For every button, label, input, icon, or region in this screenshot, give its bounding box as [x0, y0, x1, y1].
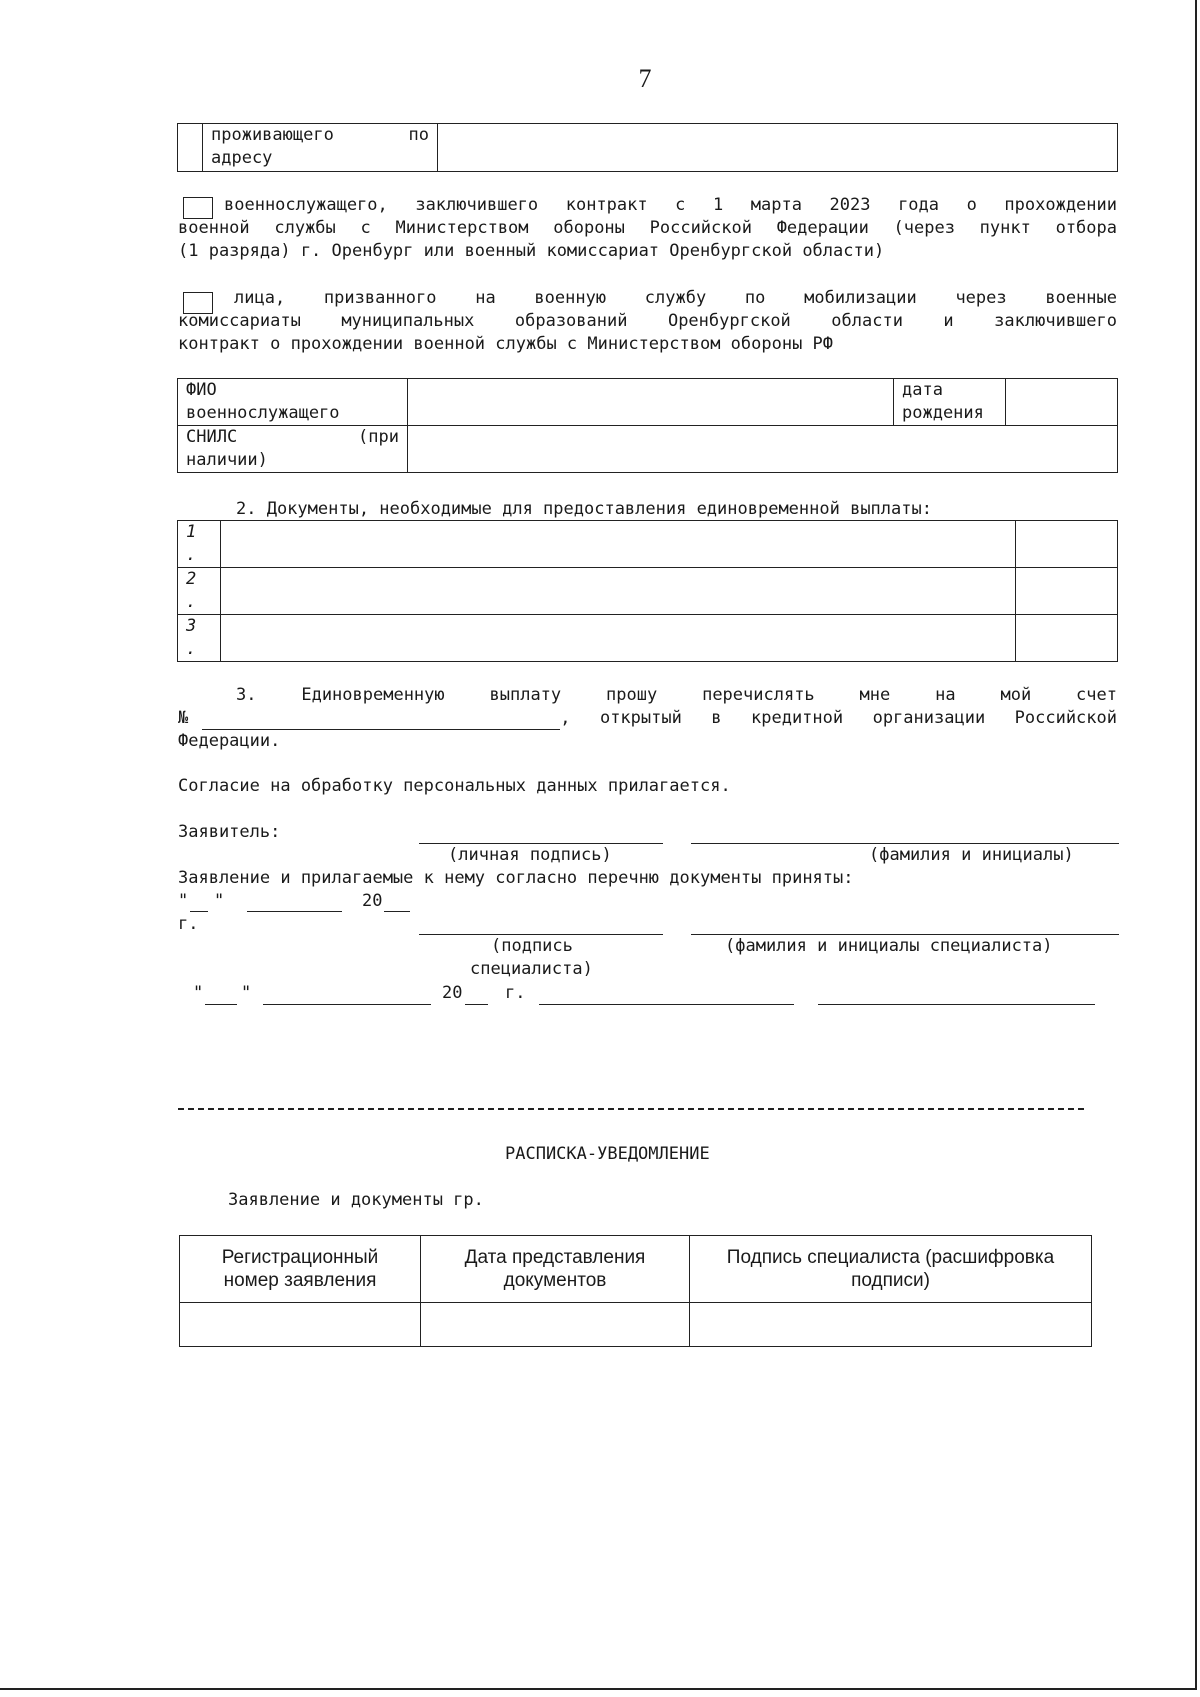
consent-text: Согласие на обработку персональных данных прилагается. [178, 776, 731, 796]
specialist-signature-caption-line1: (подпись [491, 936, 573, 956]
document-row-number [178, 521, 221, 568]
receipt-title: РАСПИСКА-УВЕДОМЛЕНИЕ [505, 1144, 710, 1164]
document-row-2-extra[interactable] [1016, 568, 1118, 615]
option-contract-text [178, 194, 1117, 263]
documents-table [177, 520, 1118, 662]
accepted-day-field[interactable] [190, 911, 208, 912]
address-label-line2: адресу [211, 148, 273, 168]
accepted-date-open-quote: " [178, 891, 189, 911]
address-table [177, 123, 1118, 172]
snils-label-word: СНИЛС [186, 427, 238, 447]
document-row-3-field[interactable] [221, 615, 1016, 662]
specialist-name-caption: (фамилия и инициалы специалиста) [725, 936, 1053, 956]
date2-year-suffix: г. [505, 983, 526, 1003]
document-row-number [178, 615, 221, 662]
receipt-col-submission-date [421, 1236, 690, 1303]
date2-day-field[interactable] [205, 1004, 237, 1005]
page-number: 7 [638, 64, 652, 93]
snils-label-cell [178, 426, 408, 473]
birth-date-label-line1: дата [902, 380, 943, 400]
document-row-2-field[interactable] [221, 568, 1016, 615]
receipt-col-1-line1: Регистрационный [221, 1247, 379, 1268]
account-number-sign: № [178, 708, 189, 728]
documents-heading: 2. Документы, необходимые для предоставления единовременной выплаты: [236, 499, 932, 519]
document-row-1-field[interactable] [221, 521, 1016, 568]
payment-line1: 3. Единовременную выплату прошу перечислять мне на мой счет [236, 685, 1117, 705]
page-border-right [1195, 0, 1197, 1690]
serviceman-table [177, 378, 1118, 473]
option-mobilization-text [178, 287, 1117, 356]
applicant-label: Заявитель: [178, 822, 281, 842]
document-row-3-num: 3 [186, 616, 197, 636]
option-contract-line2: военной службы с Министерством обороны Российской Федерации (через пункт отбора [178, 218, 1117, 238]
option-mobilization-line2: комиссариаты муниципальных образований Оренбургской области и заключившего [178, 311, 1117, 331]
payment-line2-suffix: , открытый в кредитной организации Российской [560, 708, 1117, 728]
account-number-field[interactable] [202, 711, 560, 730]
payment-paragraph [178, 684, 1117, 753]
receipt-col-2-line2: документов [503, 1270, 607, 1291]
receipt-registration-number-field[interactable] [180, 1303, 421, 1347]
date2-signature-line[interactable] [539, 1004, 794, 1005]
payment-line3: Федерации. [178, 731, 281, 751]
document-row-1-dot: . [186, 545, 197, 565]
date2-name-line[interactable] [818, 1004, 1095, 1005]
address-label-preposition: по [408, 125, 429, 145]
date2-open-quote: " [193, 983, 204, 1003]
address-label-cell [203, 124, 438, 172]
fio-label-line2: военнослужащего [186, 403, 340, 423]
option-contract-line3: (1 разряда) г. Оренбург или военный комиссариат Оренбургской области) [178, 241, 885, 261]
applicant-name-caption: (фамилия и инициалы) [869, 845, 1074, 865]
document-row-3-extra[interactable] [1016, 615, 1118, 662]
option-mobilization-line1: лица, призванного на военную службу по мобилизации через военные [234, 288, 1117, 308]
document-row-1-extra[interactable] [1016, 521, 1118, 568]
option-mobilization-line3: контракт о прохождении военной службы с Министерством обороны РФ [178, 334, 834, 354]
cut-line [178, 1108, 1084, 1110]
option-contract-line1: военнослужащего, заключившего контракт с 1 марта 2023 года о прохождении [224, 195, 1117, 215]
receipt-col-registration-number [180, 1236, 421, 1303]
receipt-intro: Заявление и документы гр. [228, 1190, 484, 1210]
receipt-submission-date-field[interactable] [421, 1303, 690, 1347]
snils-field[interactable] [408, 426, 1118, 473]
accepted-month-field[interactable] [247, 911, 342, 912]
receipt-table [179, 1235, 1092, 1347]
page-border-bottom [0, 1688, 1197, 1690]
snils-label-line2: наличии) [186, 450, 268, 470]
receipt-col-3-line2: подписи) [851, 1270, 930, 1291]
address-table-margin-cell [178, 124, 203, 172]
date2-close-quote: " [241, 983, 252, 1003]
address-label-word: проживающего [211, 125, 334, 145]
address-value-field[interactable] [438, 124, 1118, 172]
document-row-3-dot: . [186, 639, 197, 659]
date2-year-field[interactable] [465, 1004, 488, 1005]
date2-year-prefix: 20 [442, 983, 463, 1003]
document-row-1-num: 1 [186, 522, 197, 542]
birth-date-label-cell [894, 379, 1006, 426]
receipt-col-specialist-signature [690, 1236, 1092, 1303]
applicant-signature-caption: (личная подпись) [448, 845, 612, 865]
document-row-2-num: 2 [186, 569, 197, 589]
accepted-year-suffix: г. [178, 914, 199, 934]
receipt-specialist-signature-field[interactable] [690, 1303, 1092, 1347]
receipt-col-1-line2: номер заявления [223, 1270, 377, 1291]
accepted-year-prefix: 20 [362, 891, 383, 911]
specialist-signature-caption-line2: специалиста) [470, 959, 593, 979]
fio-label-line1: ФИО [186, 380, 217, 400]
birth-date-field[interactable] [1006, 379, 1118, 426]
snils-label-parenthetical: (при [358, 427, 399, 447]
document-row-2-dot: . [186, 592, 197, 612]
birth-date-label-line2: рождения [902, 403, 984, 423]
accepted-year-field[interactable] [384, 911, 410, 912]
accepted-date-close-quote: " [214, 891, 225, 911]
fio-label-cell [178, 379, 408, 426]
date2-month-field[interactable] [263, 1004, 431, 1005]
receipt-col-3-line1: Подпись специалиста (расшифровка [726, 1247, 1055, 1268]
fio-field[interactable] [408, 379, 894, 426]
receipt-col-2-line1: Дата представления [464, 1247, 646, 1268]
document-row-number [178, 568, 221, 615]
accepted-text: Заявление и прилагаемые к нему согласно перечню документы приняты: [178, 868, 854, 888]
